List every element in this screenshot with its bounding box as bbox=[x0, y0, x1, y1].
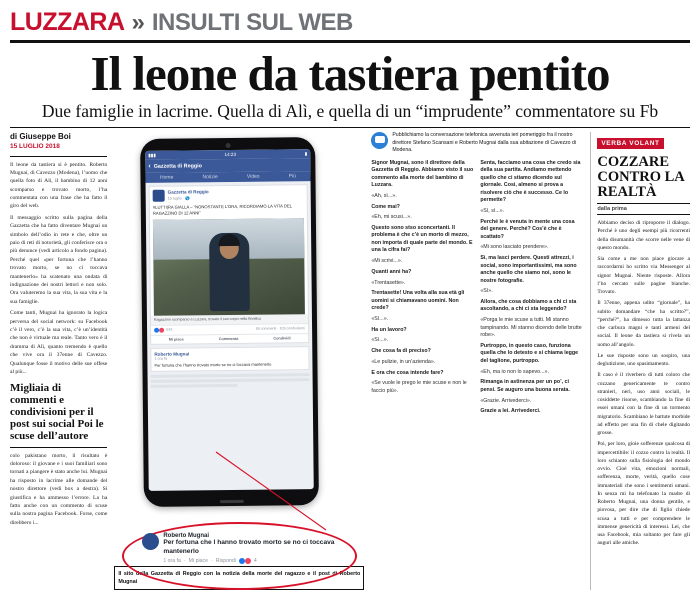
transcript-line: Purtroppo, in questo caso, funziona quella che lo detesto e si chiama legge del taglione, purtroppo. bbox=[480, 342, 579, 364]
divider bbox=[10, 447, 107, 448]
like-icon bbox=[239, 558, 245, 564]
post-page-name[interactable]: Gazzetta di Reggio bbox=[167, 189, 210, 195]
transcript-line: E ora che cosa intende fare? bbox=[371, 369, 444, 376]
tab-piu[interactable]: Più bbox=[288, 173, 297, 180]
callout-like[interactable]: Mi piace bbox=[188, 558, 208, 565]
callout-time: 1 ora fa bbox=[163, 558, 181, 565]
transcript-intro-text: Pubblichiamo la conversazione telefonica avvenuta ieri pomeriggio fra il nostro direttore Stefano Scansani e Roberto Mugnai dalla sua abitazione di Cavezzo di Modena. bbox=[392, 131, 577, 154]
transcript-line: «Eh, ma io non lo sapevo...». bbox=[480, 368, 549, 375]
feed-placeholder bbox=[151, 374, 310, 389]
reaction-count: 543 bbox=[166, 327, 173, 332]
app-tab-bar[interactable] bbox=[146, 171, 311, 183]
article-body bbox=[10, 161, 107, 377]
rail-paragraph: Poi, per loro, gioie sofferenze qualcosa di impercettibile: il cozzo contro la realtà. Il loro schianto sulla fisiologia del mondo ovvio. Cioè vita, emozioni normali, sofferenza, morte, verità, quello cose immateriali che sono i sentimenti umani. In senza mi ha telefonato la madre di Roberto Mugnai, una donna gentile, e piovosa, per dire che di figlio chiede scusa a tutti e per comprendere le immense genericità di interessi. Lei, che usa Facebook, mia soltanto per fare gli auguri alle amiche. bbox=[597, 441, 690, 547]
byline-date: 15 LUGLIO 2018 bbox=[10, 142, 60, 150]
transcript-line: «Le pulizie, in un’azienda». bbox=[371, 358, 436, 365]
subheadline: Due famiglie in lacrime. Quella di Alì, e quella di un “imprudente” commentatore su Fb bbox=[10, 101, 690, 128]
transcript-line: «Porga le mie scuse a tutti. Mi stanno tampinando. Mi stanno dicendo delle brutte robe». bbox=[480, 317, 582, 339]
transcript-line: «Ah, sì...». bbox=[371, 192, 397, 199]
back-arrow-icon[interactable]: ‹ bbox=[148, 162, 152, 170]
transcript-col-2 bbox=[480, 160, 583, 419]
transcript-line: Trentasette! Una volta alla sua età gli uomini si chiamavano uomini. Non crede? bbox=[371, 290, 465, 312]
transcript-line: Come mai? bbox=[371, 203, 400, 210]
post-photo-caption: Ragazzino scomparso a Luzzara, trovato il suo corpo nella Bonifica bbox=[151, 314, 308, 324]
phone-photo-column bbox=[114, 132, 364, 591]
love-icon bbox=[245, 558, 251, 564]
transcript-line: Sì, ma lasci perdere. Questi attrezzi, i social, sono importantissimi, ma sono anche quello che siamo noi, sono le nostre fotografie. bbox=[480, 254, 577, 284]
tab-notizie[interactable]: Notizie bbox=[202, 174, 219, 181]
rail-title: COZZARE CONTRO LA REALTÀ bbox=[597, 153, 684, 201]
right-rail bbox=[590, 132, 690, 591]
avatar bbox=[142, 533, 159, 550]
kicker-location: LUZZARA bbox=[10, 8, 125, 36]
kicker-bar bbox=[10, 8, 690, 43]
transcript-line: Quanti anni ha? bbox=[371, 268, 412, 275]
camera-icon bbox=[225, 143, 230, 148]
transcript-line: «Sì». bbox=[480, 288, 493, 295]
post-text: #LUTTI|RA GIALLA – “NONOSTANTE L’ORA, RICORDIAMO LA VITA DEL RAGAZZINO DI 12 ANNI” bbox=[153, 203, 293, 216]
transcript-line: «Trentasette». bbox=[371, 279, 406, 286]
rail-author: dalla prima bbox=[597, 203, 690, 215]
transcript-line: «Eh, mi scusi...». bbox=[371, 214, 412, 221]
post-photo bbox=[153, 218, 305, 316]
article-paragraph: Come tanti, Mugnai ha ignorato la logica perversa del social network: su Facebook c’è il vero, c’è la sua vita, c’è un’identità che non è virtuale ma reale. Tanto vero è il dramma di Alì, quanto tremendo è quello che vive ora il 37enne di Cavezzo. Qualunque fosse il motivo delle sue offese al più... bbox=[10, 310, 108, 375]
kicker-topic: INSULTI SUL WEB bbox=[151, 9, 353, 36]
tab-video[interactable]: Video bbox=[247, 173, 260, 180]
transcript-line: Perché le è venuta in mente una cosa del genere. Perché? Cos’è che è scattato? bbox=[480, 218, 575, 240]
transcript-line: «Mi sono lasciato prendere». bbox=[480, 244, 549, 251]
highlighted-comment-callout bbox=[122, 522, 357, 590]
page-title: Il leone da tastiera pentito bbox=[90, 46, 610, 101]
status-time: 14:23 bbox=[224, 151, 237, 158]
app-title: Gazzetta di Reggio bbox=[154, 162, 203, 170]
transcript-line: Grazie a lei. Arrivederci. bbox=[480, 408, 541, 415]
article-paragraph: colo pakistano morto, il risultato è doloroso: il giovane e i suoi familiari sono tornati a piangere è stato anche lui. Mugnai ha risposto in lacrime alle domande del nostro direttore (vedi box a destra). Si giustifica e ha ammesso l’errore. La ha fatto anche con un commento di scuse sulla nostra pagina Facebook. Forse, come direbbero i... bbox=[10, 452, 108, 526]
transcript-line: Senta, facciamo una cosa che credo sia della sua partita. Andiamo mettendo quello che ci stiamo dicendo sul giornale. Così, almeno si prova a risolvere ciò che è successo. Ce lo permette? bbox=[480, 159, 581, 204]
facebook-post bbox=[149, 184, 310, 344]
comments-shares: 89 commenti · 103 condivisioni bbox=[256, 326, 306, 331]
transcript-line: «Mi scrivi...». bbox=[371, 258, 403, 265]
photo-caption-text: Il sito della Gazzetta di Reggio con la notizia della morte del ragazzo e il post di Roberto Mugnai bbox=[118, 570, 361, 586]
divider bbox=[10, 156, 107, 157]
article-paragraph: Il leone da tastiera si è pentito. Roberto Mugnai, di Cavezzo (Modena), l’uomo che quella foto di Alì, il bambino di 12 anni scomparso e trovato morto, l’ha commentata con una frase che ha fatto il giro del web. bbox=[10, 161, 108, 210]
rail-paragraph: Il caso è il riverbero di tutti coloro che cozzano genericamente te contro stranieri, neri, uso anni sociali, le cosiddette risorse, scambiando la fine di essei umani con la fine di un tormento migratorio. Scambiano le battute morbide ad effetto per una fin di chele digitando grosse. bbox=[597, 372, 690, 437]
facebook-comment bbox=[151, 346, 310, 372]
love-icon bbox=[159, 327, 164, 332]
rail-flag: VERBA VOLANT bbox=[597, 138, 663, 149]
comment-text: Per fortuna che l’hanno trovato morto se no ci toccava mantenerlo bbox=[154, 361, 272, 368]
callout-count: 4 bbox=[253, 558, 257, 565]
transcript-line: Questo sono stso sconcertanti. Il problema è che c’è un morto di mezzo, non importa di quale parte del mondo. E una la cifra fai? bbox=[371, 224, 473, 254]
comment-button[interactable]: Commenta bbox=[219, 336, 239, 341]
phone-screen bbox=[146, 149, 315, 491]
article-paragraph: Il messaggio scritto sulla pagina della Gazzetta che ha fatto diventare Mugnai un simbolo dell’odio in rete e che, oltre un paio di reti di notorietà, gli conferisce ora o più denunce (vedi articolo a fondo pagina). Perché quel «per fortuna che l’hanno trovato morto, se no ci toccava mantenerlo» ha scatenato una ondata di indignazione dei nostri lettori e non solo. Ora valuteremo la sua vita, la sua vita e la sua famiglie. bbox=[10, 214, 108, 305]
photo-subject bbox=[209, 233, 250, 311]
transcript-line: Che cosa fa di preciso? bbox=[371, 348, 431, 355]
transcript-line: Ha un lavoro? bbox=[371, 326, 407, 333]
transcript-line: Rimanga in astinenza per un po’, ci pensi. Se auguro una buona serata. bbox=[480, 379, 570, 393]
like-button[interactable]: Mi piace bbox=[169, 337, 185, 342]
callout-author: Roberto Mugnai bbox=[163, 532, 210, 539]
left-column bbox=[10, 132, 107, 591]
transcript-line: «Grazie. Arrivederci». bbox=[480, 397, 532, 404]
post-meta: 15 luglio · 🌎 bbox=[168, 196, 191, 201]
home-indicator bbox=[220, 500, 244, 503]
chevron-right-icon: » bbox=[131, 9, 145, 36]
chat-bubble-icon bbox=[371, 132, 388, 149]
callout-reply[interactable]: Rispondi bbox=[215, 558, 236, 565]
share-button[interactable]: Condividi bbox=[273, 335, 292, 341]
rail-body bbox=[597, 219, 690, 548]
smartphone-image bbox=[140, 137, 319, 507]
post-header bbox=[150, 185, 307, 205]
transcript-line: «Se vuole le prego le mie scuse e non le faccio più». bbox=[371, 380, 467, 394]
byline-author: di Giuseppe Boi bbox=[10, 131, 71, 141]
transcript-line: «Sì...». bbox=[371, 316, 389, 323]
transcript-line: «Sì...». bbox=[371, 337, 389, 344]
content-grid bbox=[10, 132, 690, 591]
callout-text: Per fortuna che l hanno trovato morto se no ci toccava mantenerlo bbox=[163, 538, 335, 555]
avatar bbox=[153, 190, 165, 202]
transcript-column bbox=[371, 132, 583, 591]
rail-paragraph: Sia come a me non piace giocare a raccordarmi ho scritto via Messenger al signor Mugnai. Niente risposte. Allora l’ho cercato sulle pagine bianche. Trovato. bbox=[597, 256, 690, 296]
rail-paragraph: Il 37enne, appena udito “giornale”, ha subito domandare “che ha scritto?”, “perché?”, ha dimesso tutta la lattanza che carbura magni e tanti armeni del social. Il leone da tastiera si rivela un uomo all’angolo. bbox=[597, 300, 690, 348]
rail-paragraph: Le sue risposte sono un sospiro, una deglutizione, uno spasimamento. bbox=[597, 352, 690, 368]
rail-paragraph: Abbiamo deciso di riproporre il dialogo. Perché è uno degli esempi più ricorrenti della disumanità che scorre nelle vene di questo mondo. bbox=[597, 220, 690, 251]
transcript-line: Allora, che cosa dobbiamo a chi ci sta ascoltando, a chi ci sta leggendo? bbox=[480, 298, 577, 313]
transcript-intro bbox=[371, 132, 583, 155]
article-subhead: Migliaia di commenti e condivisioni per il post sui social Poi le scuse dell’autore bbox=[10, 382, 104, 442]
tab-home[interactable]: Home bbox=[160, 174, 174, 181]
status-battery-icon: ▮ bbox=[305, 150, 308, 156]
status-carrier: ▮▮▮ bbox=[148, 152, 157, 158]
comment-author[interactable]: Roberto Mugnai bbox=[154, 350, 190, 357]
byline bbox=[10, 132, 107, 152]
comment-time: 1 ora fa bbox=[154, 356, 168, 361]
callout-meta: 1 ora fa · Mi piace · Rispondi 4 bbox=[163, 558, 257, 565]
transcript-line: «Sì, sì...». bbox=[480, 207, 505, 214]
transcript-col-1 bbox=[371, 160, 474, 419]
article-body-continued bbox=[10, 452, 107, 528]
post-actions[interactable] bbox=[151, 333, 308, 344]
transcript-line: Signor Mugnai, sono il direttore della Gazzetta di Reggio. Abbiamo visto il suo commento alla morte del bambino di Luzzara. bbox=[371, 159, 474, 189]
